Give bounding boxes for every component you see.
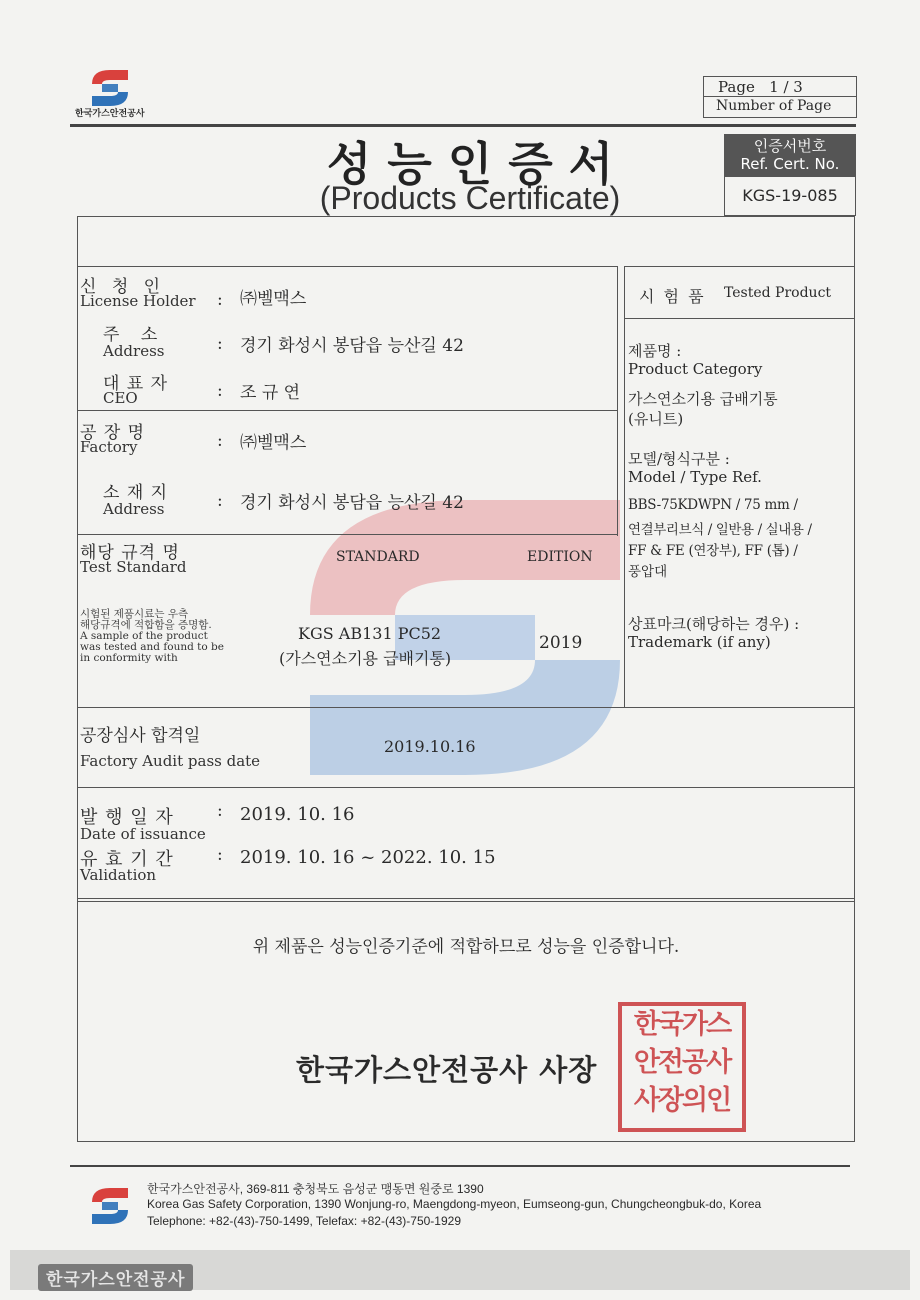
product-category-value-2: (유니트) <box>628 410 684 428</box>
kgs-logo-icon <box>88 66 132 110</box>
tested-header-ko: 시 험 품 <box>639 287 706 306</box>
model-value-3: FF & FE (연장부), FF (톱) / <box>628 543 798 559</box>
model-en: Model / Type Ref. <box>628 468 762 486</box>
validity-ko: 유 효 기 간 <box>80 849 174 870</box>
standard-note: 시험된 제품시료는 우측 해당규격에 적합함을 증명함. A sample of the product was tested and found to be in conformity with <box>80 608 224 664</box>
seal-line-2: 안전공사 <box>633 1047 731 1078</box>
factory-en: Factory <box>80 438 138 456</box>
product-category-en: Product Category <box>628 360 763 378</box>
signature-title: 한국가스안전공사 사장 <box>296 1053 598 1087</box>
footer-address-ko: 한국가스안전공사, 369-811 충청북도 음성군 맹동면 원중로 1390 <box>147 1182 484 1196</box>
seal-line-3: 사장의인 <box>633 1085 731 1116</box>
standard-name: (가스연소기용 급배기통) <box>279 649 452 668</box>
license-holder-en: License Holder <box>80 292 196 310</box>
footer-logo-icon <box>88 1184 132 1228</box>
emboss-text: 한국가스안전공사 <box>38 1264 193 1291</box>
factory-address-ko: 소 재 지 <box>103 483 169 503</box>
tested-header-en: Tested Product <box>724 285 832 301</box>
audit-label-en: Factory Audit pass date <box>80 752 261 770</box>
trademark-en: Trademark (if any) <box>628 633 771 651</box>
standard-column-header: STANDARD <box>336 549 420 565</box>
edition-value: 2019 <box>539 633 583 653</box>
issue-date-en: Date of issuance <box>80 825 206 843</box>
validity-value: 2019. 10. 16 ~ 2022. 10. 15 <box>240 847 496 868</box>
ceo-value: 조 규 연 <box>240 383 301 403</box>
footer-contact: Telephone: +82-(43)-750-1499, Telefax: +82-(43)-750-1929 <box>147 1214 461 1228</box>
certificate-page: 한국가스안전공사 Page 1 / 3 Number of Page 성 능 인 증 서 (Products Certificate) 인증서번호 Ref. Cert. No. KGS-19-085 신 청 인 License Holder : ㈜벨맥스 주 소 Address : 경기 화성시 봉담읍 능산길 42 대 표 자 CEO : 조 규 연 공 장 명 Factory : ㈜벨맥스 소 재 지 Address : 경기 화성시 봉담읍 능산길 42 해당 규격 명 Test Standard STANDARD EDITION 시험된 제품시료는 우측 해당규격에 적합함을 증명함. A sample of the product was tested and found to be in conformity with KGS AB131 PC52 (가스연소기용 급배기통) 2019 시 험 품 Tested Product 제품명 : Product Category 가스연소기용 급배기통 (유니트) 모델/형식구분 : Model / Type Ref. BBS-75KDWPN / 75 mm / 연결부리브식 / 일반용 / 실내용 / FF & FE (연장부), FF (톱) / 풍압대 상표마크(해당하는 경우) : Trademark (if any) 공장심사 합격일 Factory Audit pass date 2019.10.16 발 행 일 자 Date of issuance : 2019. 10. 16 유 효 기 간 Validation : 2019. 10. 16 ~ 2022. 10. 15 위 제품은 성능인증기준에 적합하므로 성능을 인증합니다. 한국가스안전공사 사장 한국가스 안전공사 사장의인 한국가스안전공사, 369-811 충청북도 음성군 맹동면 원중로 1390 Korea Gas Safety Corporation, 1390 Wonjung-ro, Maengdong-myeon, Eumseong-gun, Chungcheongbuk-do, Korea Telephone: +82-(43)-750-1499, Telefax: +82-(43)-750-1929 한국가스안전공사 <box>0 0 920 1300</box>
org-name-small: 한국가스안전공사 <box>75 109 145 119</box>
license-holder-ko: 신 청 인 <box>80 277 162 297</box>
ceo-en: CEO <box>103 389 138 407</box>
page-label: Page 1 / 3 <box>718 78 803 96</box>
model-value-4: 풍압대 <box>628 564 668 580</box>
ref-cert-ko: 인증서번호 <box>753 137 827 155</box>
license-holder-value: ㈜벨맥스 <box>240 289 307 309</box>
certification-statement: 위 제품은 성능인증기준에 적합하므로 성능을 인증합니다. <box>252 937 680 957</box>
factory-ko: 공 장 명 <box>80 423 146 443</box>
product-category-value-1: 가스연소기용 급배기통 <box>628 390 778 408</box>
edition-column-header: EDITION <box>527 549 593 565</box>
footer-address-en: Korea Gas Safety Corporation, 1390 Wonjung-ro, Maengdong-myeon, Eumseong-gun, Chungcheongbuk-do, Korea <box>147 1197 762 1211</box>
standard-label-en: Test Standard <box>80 558 187 576</box>
factory-address-value: 경기 화성시 봉담읍 능산길 42 <box>240 493 464 513</box>
ref-cert-en: Ref. Cert. No. <box>740 155 840 173</box>
issue-date-value: 2019. 10. 16 <box>240 804 355 825</box>
address-ko: 주 소 <box>103 325 159 345</box>
factory-value: ㈜벨맥스 <box>240 433 307 453</box>
standard-label-ko: 해당 규격 명 <box>80 543 180 563</box>
trademark-ko: 상표마크(해당하는 경우) : <box>628 615 800 633</box>
standard-code: KGS AB131 PC52 <box>298 624 442 643</box>
official-seal-stamp <box>618 1002 746 1132</box>
title-ko: 성 능 인 증 서 <box>326 137 614 191</box>
model-value-2: 연결부리브식 / 일반용 / 실내용 / <box>628 522 812 538</box>
seal-line-1: 한국가스 <box>633 1009 731 1040</box>
issue-date-ko: 발 행 일 자 <box>80 807 174 828</box>
ref-cert-number: KGS-19-085 <box>742 186 838 205</box>
page-sub-label: Number of Page <box>716 98 832 114</box>
validity-en: Validation <box>80 866 157 884</box>
header-rule <box>70 124 856 127</box>
audit-label-ko: 공장심사 합격일 <box>80 726 201 746</box>
product-category-ko: 제품명 : <box>628 342 682 360</box>
ceo-ko: 대 표 자 <box>103 374 169 394</box>
address-en: Address <box>103 342 165 360</box>
model-value-1: BBS-75KDWPN / 75 mm / <box>628 497 798 513</box>
factory-address-en: Address <box>103 500 165 518</box>
model-ko: 모델/형식구분 : <box>628 450 730 468</box>
footer-rule <box>70 1165 850 1167</box>
title-en: (Products Certificate) <box>319 180 621 216</box>
address-value: 경기 화성시 봉담읍 능산길 42 <box>240 336 464 356</box>
audit-date: 2019.10.16 <box>384 737 476 756</box>
